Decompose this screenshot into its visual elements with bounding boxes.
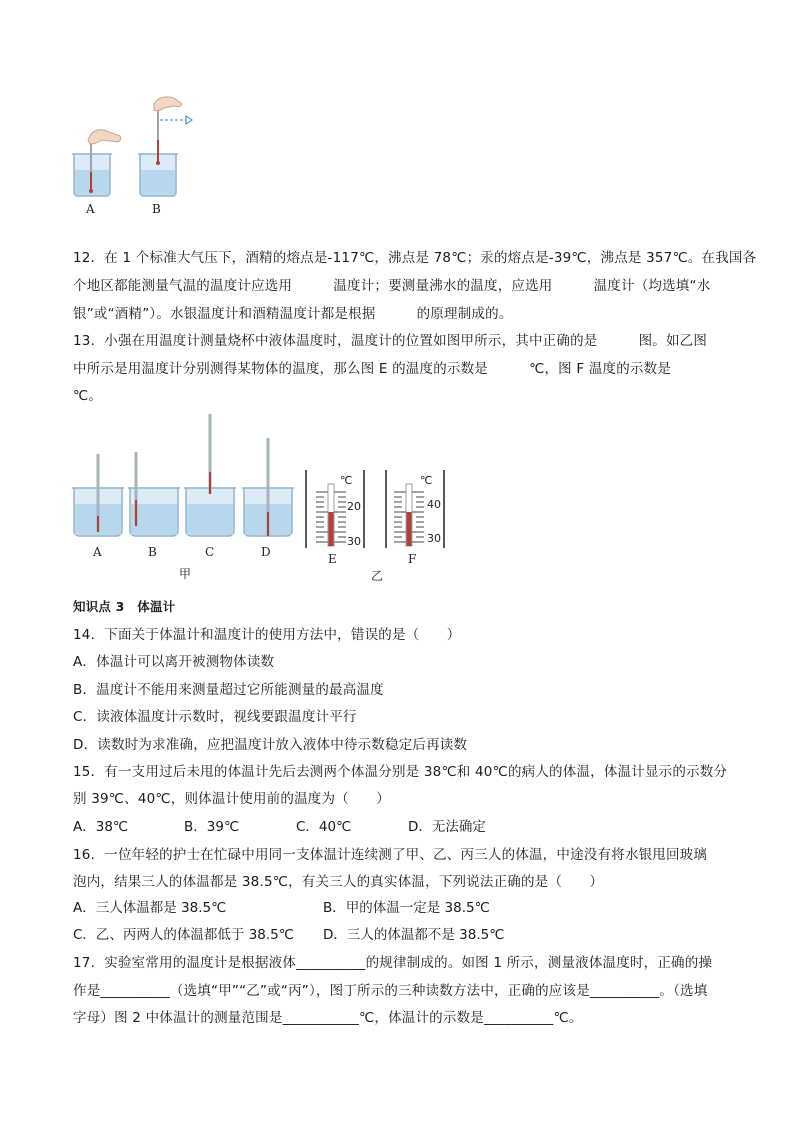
q16-line-1: 16．一位年轻的护士在忙碌中用同一支体温计连续测了甲、乙、丙三人的体温，中途没有将水银甩回玻璃: [73, 847, 708, 863]
section-3-title: 知识点 3 体温计: [73, 599, 176, 614]
q15-option-b: B．39℃: [184, 819, 240, 835]
q12-line-3: 银”或“酒精”）。水银温度计和酒精温度计都是根据 的原理制成的。: [73, 306, 513, 322]
scale-f-unit: ℃: [420, 474, 433, 487]
group-label-yi: 乙: [371, 569, 384, 583]
q14-option-a: A．体温计可以离开被测物体读数: [73, 654, 275, 670]
q16-line-2: 泡内，结果三人的体温都是 38.5℃，有关三人的真实体温，下列说法正确的是（ ）: [73, 874, 604, 890]
scale-e-tick-bottom: 30: [347, 535, 361, 548]
q17-line-1: 17．实验室常用的温度计是根据液体__________的规律制成的。如图 1 所示，测量液体温度时，正确的操: [73, 955, 713, 971]
q17-line-3: 字母）图 2 中体温计的测量范围是___________℃，体温计的示数是__________℃。: [73, 1010, 583, 1026]
scale-e-tick-top: 20: [347, 500, 361, 513]
scale-f-label: F: [408, 552, 417, 566]
beaker-jia-a: [72, 454, 124, 536]
q12-line-2: 个地区都能测量气温的温度计应选用 温度计；要测量沸水的温度，应选用 温度计（均选填“水: [73, 278, 711, 294]
q16-option-b: B．甲的体温一定是 38.5℃: [323, 900, 490, 916]
q15-line-2: 别 39℃、40℃，则体温计使用前的温度为（ ）: [73, 791, 390, 807]
scale-f-tick-bottom: 30: [427, 532, 441, 545]
q14-option-b: B．温度计不能用来测量超过它所能测量的最高温度: [73, 682, 384, 698]
beaker-jia-c: [184, 414, 236, 536]
q13-line-2: 中所示是用温度计分别测得某物体的温度，那么图 E 的温度的示数是 ℃，图 F 温度的示数是: [73, 361, 672, 377]
q17-line-2: 作是__________（选填“甲”“乙”或“丙”），图丁所示的三种读数方法中，正确的应该是__________。（选填: [73, 983, 708, 999]
q15-option-c: C．40℃: [296, 819, 352, 835]
beaker-label-d: D: [261, 545, 271, 559]
beaker-a: [72, 130, 121, 196]
beaker-label-a: A: [93, 545, 102, 559]
q16-option-a: A．三人体温都是 38.5℃: [73, 900, 227, 916]
q14-option-d: D．读数时为求准确，应把温度计放入液体中待示数稳定后再读数: [73, 737, 468, 753]
q16-option-d: D．三人的体温都不是 38.5℃: [323, 927, 505, 943]
q13-line-1: 13．小强在用温度计测量烧杯中液体温度时，温度计的位置如图甲所示，其中正确的是 图。如乙图: [73, 333, 708, 349]
q15-option-a: A．38℃: [73, 819, 129, 835]
group-label-jia: 甲: [179, 567, 192, 581]
figure-mid-thermometers: [66, 412, 448, 584]
q16-option-c: C．乙、丙两人的体温都低于 38.5℃: [73, 927, 294, 943]
q15-option-d: D．无法确定: [408, 819, 486, 835]
scale-f-tick-top: 40: [427, 498, 441, 511]
q13-line-3: ℃。: [73, 388, 103, 404]
scale-e-label: E: [328, 552, 337, 566]
beaker-label-c: C: [205, 545, 215, 559]
scale-e-unit: ℃: [340, 474, 353, 487]
beaker-jia-d: [242, 438, 294, 536]
q14-stem: 14．下面关于体温计和温度计的使用方法中，错误的是（ ）: [73, 627, 461, 643]
beaker-b: [138, 97, 192, 196]
q15-line-1: 15．有一支用过后未甩的体温计先后去测两个体温分别是 38℃和 40℃的病人的体温，体温计显示的示数分: [73, 764, 728, 780]
figure-top-label-a: A: [86, 202, 95, 216]
q12-line-1: 12．在 1 个标准大气压下，酒精的熔点是-117℃，沸点是 78℃；汞的熔点是-39℃，沸点是 357℃。在我国各: [73, 250, 757, 266]
q14-option-c: C．读液体温度计示数时，视线要跟温度计平行: [73, 709, 357, 725]
figure-top-beakers: [64, 92, 214, 218]
figure-top-label-b: B: [152, 202, 161, 216]
beaker-jia-b: [128, 452, 180, 536]
beaker-label-b: B: [148, 545, 157, 559]
